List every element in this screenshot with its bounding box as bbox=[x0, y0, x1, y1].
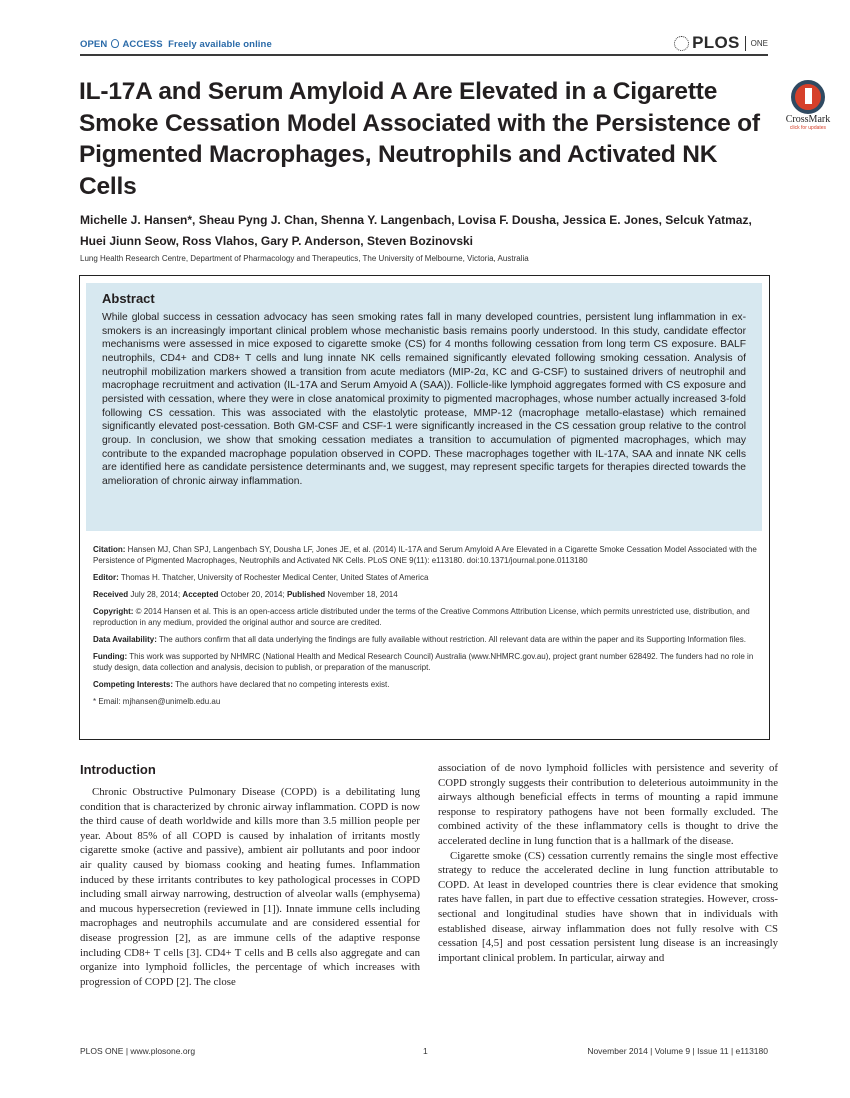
body-column-right bbox=[438, 761, 778, 965]
page-number: 1 bbox=[423, 1046, 428, 1056]
plos-globe-icon bbox=[674, 36, 689, 51]
article-title: IL-17A and Serum Amyloid A Are Elevated in a Cigarette Smoke Cessation Model Associated with the Persistence of Pigmented Macrophages, Neutrophils and Activated NK Cells bbox=[79, 78, 760, 200]
abstract-text: While global success in cessation advocacy has seen smoking rates fall in many developed countries, persistent lung inflammation in ex-smokers is an increasingly important clinical problem whose mechanistic basis remains poorly understood. In this study, candidate effector mechanisms were assessed in mice exposed to cigarette smoke (CS) for 4 months following cessation from long term CS exposure. BALF neutrophils, CD4+ and CD8+ T cells and lung innate NK cells remained significantly elevated following smoking cessation. Analysis of neutrophil mobilization markers showed a transition from acute mediators (MIP-2α, KC and G-CSF) to sustained drivers of neutrophil and macrophage recruitment and activation (IL-17A and Serum Amyoid A (SAA)). Follicle-like lymphoid aggregates formed with CS exposure and persisted with cessation, where they were in close anatomical proximity to pigmented macrophages, whose number actually increased 3-fold following CS cessation. This was associated with the elastolytic protease, MMP-12 (macrophage metallo-elastase) which remained significantly elevated post-cessation. Both GM-CSF and CSF-1 were significantly increased in the CS cessation group relative to the control group. In conclusion, we show that smoking cessation mediates a transition to accumulation of pigmented macrophages, which may contribute to the expanded macrophage population observed in COPD. These macrophages together with IL-17A, SAA and innate NK cells are identified here as candidate persistence determinants and, we suggest, may represent specific targets for therapies directed towards the amelioration of chronic airway inflammation. bbox=[102, 312, 746, 487]
competing-interests: Competing Interests: The authors have declared that no competing interests exist. bbox=[93, 680, 390, 689]
intro-paragraph: association of de novo lymphoid follicles with persistence and severity of COPD strongly suggests their contribution to deleterious autoimmunity in the airways although beneficial effects in terms of mounting a rapid immune response to respiratory pathogens have not been formally excluded. The combined activity of the these inflammatory cells is thought to drive the accelerated decline in lung function that is a hallmark of the disease. bbox=[438, 762, 778, 847]
abstract-box bbox=[86, 283, 762, 531]
journal-header bbox=[80, 32, 768, 56]
article-metadata bbox=[93, 544, 758, 713]
funding: Funding: This work was supported by NHMRC (National Health and Medical Research Council) Australia (www.NHMRC.gov.au), project grant number 628492. The funders had no role in study design, data collection and analysis, decision to publish, or preparation of the manuscript. bbox=[93, 652, 754, 672]
affiliation: Lung Health Research Centre, Department of Pharmacology and Therapeutics, The University of Melbourne, Victoria, Australia bbox=[80, 254, 529, 263]
crossmark-badge[interactable]: CrossMark click for updates bbox=[783, 80, 833, 131]
abstract-heading: Abstract bbox=[102, 291, 155, 306]
plos-one-logo: PLOS ONE bbox=[674, 33, 768, 53]
open-lock-icon bbox=[111, 39, 119, 48]
dates: Received July 28, 2014; Accepted October 20, 2014; Published November 18, 2014 bbox=[93, 590, 398, 599]
body-column-left bbox=[80, 785, 420, 989]
data-availability: Data Availability: The authors confirm that all data underlying the findings are fully available without restriction. All relevant data are within the paper and its Supporting Information files. bbox=[93, 635, 746, 644]
crossmark-icon bbox=[791, 80, 825, 114]
email-link[interactable]: * Email: mjhansen@unimelb.edu.au bbox=[93, 697, 221, 706]
introduction-heading: Introduction bbox=[80, 762, 156, 777]
copyright: Copyright: © 2014 Hansen et al. This is an open-access article distributed under the terms of the Creative Commons Attribution License, which permits unrestricted use, distribution, and reproduction in any medium, provided the original author and source are credited. bbox=[93, 607, 750, 627]
author-list: Michelle J. Hansen*, Sheau Pyng J. Chan, Shenna Y. Langenbach, Lovisa F. Dousha, Jessica E. Jones, Selcuk Yatmaz, Huei Jiunn Seow, Ross Vlahos, Gary P. Anderson, Steven Bozinovski bbox=[80, 213, 752, 248]
footer-issue: November 2014 | Volume 9 | Issue 11 | e113180 bbox=[587, 1046, 768, 1056]
citation: Citation: Hansen MJ, Chan SPJ, Langenbach SY, Dousha LF, Jones JE, et al. (2014) IL-17A and Serum Amyloid A Are Elevated in a Cigarette Smoke Cessation Model Associated with the Persistence of Pigmented Macrophages, Neutrophils and Activated NK Cells. PLoS ONE 9(11): e113180. doi:10.1371/journal.pone.0113180 bbox=[93, 545, 757, 565]
intro-paragraph: Cigarette smoke (CS) cessation currently remains the single most effective strategy to reduce the accelerated decline in lung function attributable to COPD. At least in developed countries there is clear evidence that smoking rates have fallen, in part due to effective cessation strategies. However, cross-sectional and longitudinal studies have shown that in individuals with established disease, airway inflammation does not fully resolve with CS cessation [4,5] and post cessation persistent lung disease is an increasingly important clinical problem. In particular, airway and bbox=[438, 849, 778, 964]
open-access-banner: OPEN ACCESS Freely available online bbox=[80, 39, 272, 50]
editor: Editor: Thomas H. Thatcher, University of Rochester Medical Center, United States of America bbox=[93, 573, 429, 582]
footer-journal: PLOS ONE | www.plosone.org bbox=[80, 1046, 196, 1056]
intro-paragraph: Chronic Obstructive Pulmonary Disease (COPD) is a debilitating lung condition that is characterized by chronic airway inflammation. COPD is now the third cause of death worldwide and kills more than 3.5 million people per year. About 85% of all COPD is caused by inhalation of irritants mostly cigarette smoke (active and passive), ambient air pollutants and poor indoor air quality caused by biomass cooking and heating fumes. Inflammation induced by these irritants contributes to key pathological processes in COPD including small airway narrowing, destruction of alveolar walls (emphysema) and mucous hypersecretion (reviewed in [1]). Innate immune cells including macrophages and neutrophils accumulate and are considered essential for disease progression [2], as are immune cells of the adaptive response including CD8+ T cells [3]. CD4+ T cells and B cells also aggregate and can organize into lymphoid follicles, the percentage of which increases with progression of COPD [2]. The close bbox=[80, 786, 420, 988]
